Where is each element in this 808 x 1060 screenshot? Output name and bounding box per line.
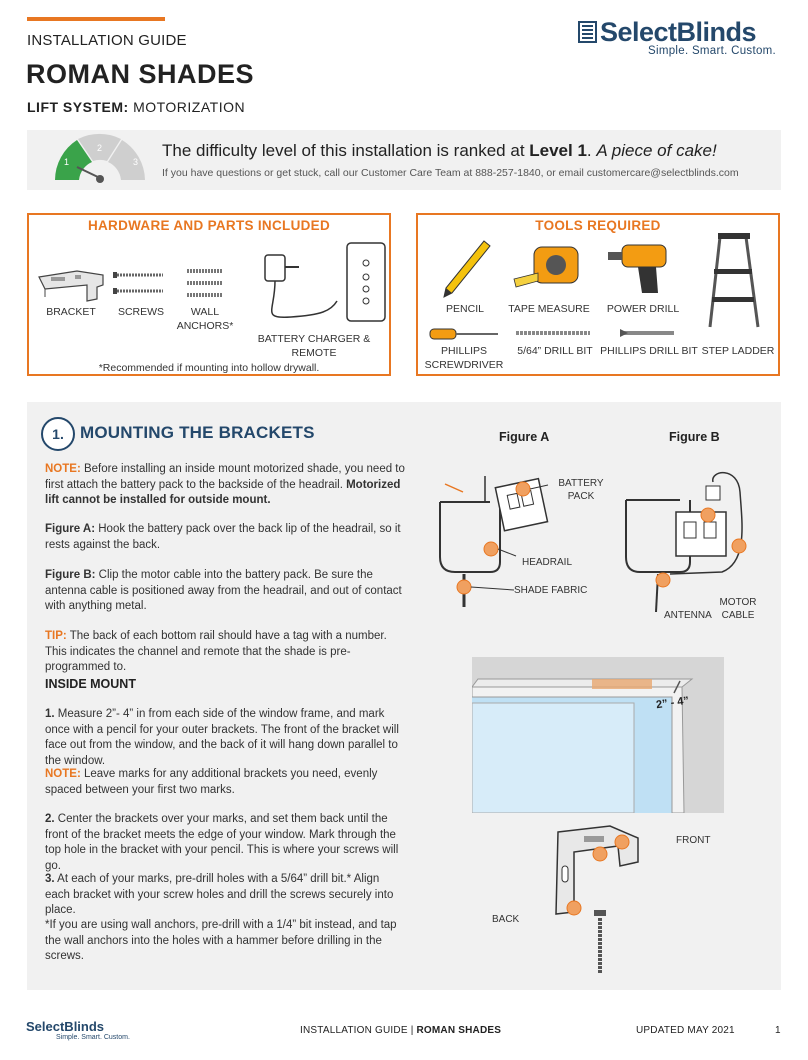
step-number: 1. <box>41 417 75 451</box>
step-ladder-icon <box>706 231 766 331</box>
figure-b-instructions: Figure B: Clip the motor cable into the battery pack. Be sure the antenna cable is positioned away from the headrail, and out of contact with anything metal. <box>45 569 402 612</box>
gauge-level-1: 1 <box>64 157 70 167</box>
step-1-instruction: 1. Measure 2”- 4” in from each side of the window frame, and mark once with a pencil for your outer brackets. The front of the bracket will face out from the window, and the back of it will hang down parallel to the window. <box>45 708 399 767</box>
label-measure: 2” - 4” <box>655 694 690 712</box>
bracket-icon <box>37 263 107 308</box>
header-accent-bar <box>27 17 165 21</box>
help-text: If you have questions or get stuck, call our Customer Care Team at 888-257-1840, or email customercare@selectblinds.com <box>162 167 739 179</box>
hardware-label-anchors: WALL ANCHORS* <box>176 306 234 332</box>
inside-mount-heading: INSIDE MOUNT <box>45 677 136 691</box>
figure-b-diagram <box>610 462 760 612</box>
tool-label-drill: POWER DRILL <box>606 303 680 315</box>
figure-a-title: Figure A <box>499 430 550 444</box>
note-additional-brackets: NOTE: Leave marks for any additional brackets you need, evenly spaced between your first two marks. <box>45 768 378 796</box>
screwdriver-icon <box>428 326 500 342</box>
label-back: BACK <box>492 914 520 925</box>
label-headrail: HEADRAIL <box>522 557 573 568</box>
step-2-instruction: 2. Center the brackets over your marks, and set them back until the front of the bracket meets the edge of your window. Mark through the top hole in the bracket with your pencil. This is where your screws will go. <box>45 813 399 872</box>
phillips-bit-icon <box>618 327 678 339</box>
hardware-title: HARDWARE AND PARTS INCLUDED <box>87 218 331 233</box>
label-front: FRONT <box>676 835 711 846</box>
logo-tagline: Simple. Smart. Custom. <box>648 45 777 57</box>
anchor-note: *If you are using wall anchors, pre-drill with a 1/4” bit instead, and tap the wall anchors into the holes with a hammer before drilling in the screws. <box>45 919 397 962</box>
gauge-level-2: 2 <box>97 143 103 153</box>
brand-logo <box>578 17 783 59</box>
power-drill-icon <box>608 239 680 299</box>
label-antenna: ANTENNA <box>664 610 712 621</box>
label-motor-cable: MOTOR CABLE <box>719 597 757 621</box>
logo-blinds-icon <box>578 21 597 43</box>
step-title: MOUNTING THE BRACKETS <box>80 423 315 442</box>
pencil-icon <box>438 237 494 301</box>
figure-b-title: Figure B <box>669 430 720 444</box>
screws-icon <box>113 267 169 307</box>
difficulty-panel <box>27 130 781 190</box>
hardware-footnote: *Recommended if mounting into hollow drywall. <box>98 362 320 374</box>
footer-logo-name: SelectBlinds <box>26 1019 105 1034</box>
hardware-label-screws: SCREWS <box>117 306 165 318</box>
hardware-label-charger: BATTERY CHARGER & REMOTE <box>257 333 371 359</box>
tools-box <box>416 213 780 376</box>
tool-label-screwdriver: PHILLIPS SCREWDRIVER <box>424 345 504 371</box>
tool-label-tape: TAPE MEASURE <box>508 303 590 315</box>
drill-bit-icon <box>514 327 594 339</box>
step-3-instruction: 3. At each of your marks, pre-drill holes with a 5/64” drill bit.* Align each bracket with your screw holes and drill the screws securely into place. <box>45 873 394 916</box>
wall-anchors-icon <box>181 263 231 307</box>
note-intro: NOTE: Before installing an inside mount motorized shade, you need to first attach the battery pack to the backside of the headrail. Motorized lift cannot be installed for outside mount. <box>45 463 405 506</box>
gauge-level-3: 3 <box>133 157 139 167</box>
figure-a-instructions: Figure A: Hook the battery pack over the back lip of the headrail, so it rests against the back. <box>45 523 401 551</box>
hardware-box <box>27 213 391 376</box>
lift-system <box>27 99 245 115</box>
difficulty-tagline: A piece of cake! <box>596 141 717 160</box>
bracket-diagram <box>550 822 650 982</box>
lift-system-value: MOTORIZATION <box>133 99 246 115</box>
hardware-label-bracket: BRACKET <box>46 306 96 318</box>
tape-measure-icon <box>512 245 582 295</box>
tool-label-ladder: STEP LADDER <box>701 345 775 357</box>
footer-updated: UPDATED MAY 2021 <box>636 1025 735 1036</box>
lift-system-label: LIFT SYSTEM: <box>27 99 129 115</box>
charger-remote-icon <box>251 241 401 326</box>
label-shade-fabric: SHADE FABRIC <box>514 585 588 596</box>
footer-logo-tagline: Simple. Smart. Custom. <box>56 1034 130 1041</box>
difficulty-level: Level 1 <box>529 141 587 160</box>
footer-title: INSTALLATION GUIDE | ROMAN SHADES <box>300 1025 502 1036</box>
difficulty-text: The difficulty level of this installation is ranked at Level 1. A piece of cake! <box>162 141 717 160</box>
label-battery-pack: BATTERY PACK <box>558 478 604 502</box>
difficulty-gauge-icon <box>47 132 157 192</box>
window-frame-diagram <box>472 657 724 813</box>
tool-label-drill-bit: 5/64” DRILL BIT <box>517 345 593 357</box>
page-title: ROMAN SHADES <box>26 59 255 89</box>
tool-label-pencil: PENCIL <box>446 303 484 315</box>
tools-title: TOOLS REQUIRED <box>535 218 661 233</box>
footer-logo <box>26 1019 130 1041</box>
page-number: 1 <box>775 1025 781 1036</box>
logo-name: SelectBlinds <box>600 17 757 47</box>
tool-label-phillips-bit: PHILLIPS DRILL BIT <box>600 345 698 357</box>
tip-text: TIP: The back of each bottom rail should have a tag with a number. This indicates the channel and remote that the shade is pre-programmed to. <box>45 630 387 673</box>
guide-label: INSTALLATION GUIDE <box>27 32 187 49</box>
